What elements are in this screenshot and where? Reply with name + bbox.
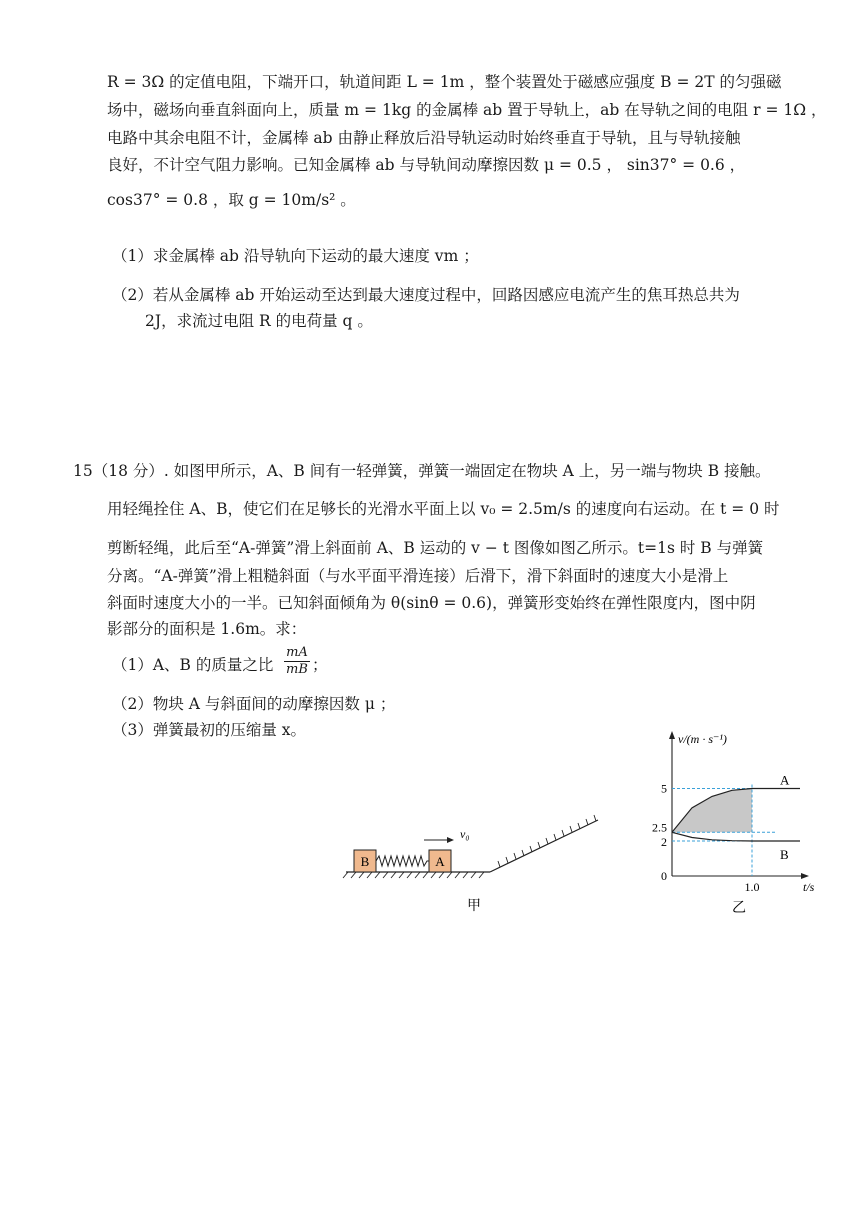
q14-line-4: 良好，不计空气阻力影响。已知金属棒 ab 与导轨间动摩擦因数 μ = 0.5 ， sin37° = 0.6 ， xyxy=(107,156,746,174)
velocity-label: v₀ xyxy=(460,827,470,841)
x-tick-label: 1.0 xyxy=(744,880,760,894)
incline-line xyxy=(490,820,598,872)
q15-line-3: 剪断轻绳，此后至“A-弹簧”滑上斜面前 A、B 运动的 v − t 图像如图乙所示。t=1s 时 B 与弹簧 xyxy=(107,539,764,557)
y-tick-label: 0 xyxy=(661,869,667,883)
q15-line-2: 用轻绳拴住 A、B，使它们在足够长的光滑水平面上以 v₀ = 2.5m/s 的速度向右运动。在 t = 0 时 xyxy=(107,500,780,518)
y-axis-arrowhead xyxy=(669,731,675,739)
q15-part-2: （2）物块 A 与斜面间的动摩擦因数 μ ； xyxy=(112,695,396,713)
q14-part-2a: （2）若从金属棒 ab 开始运动至达到最大速度过程中，回路因感应电流产生的焦耳热总共为 xyxy=(112,286,740,304)
q14-line-2: 场中，磁场向垂直斜面向上，质量 m = 1kg 的金属棒 ab 置于导轨上，ab 在导轨之间的电阻 r = 1Ω ， xyxy=(107,101,827,119)
q15-part-1: （1）A、B 的质量之比 xyxy=(112,656,274,674)
series-a-label: A xyxy=(780,772,790,788)
figure-yi-caption: 乙 xyxy=(732,901,746,916)
mass-ratio-fraction xyxy=(284,645,310,678)
series-b-label: B xyxy=(780,847,789,862)
fraction-denominator: mB xyxy=(286,662,308,677)
q14-line-5: cos37° = 0.8 ，取 g = 10m/s² 。 xyxy=(107,191,356,209)
q14-part-1: （1）求金属棒 ab 沿导轨向下运动的最大速度 vm ； xyxy=(112,247,479,265)
q14-line-3: 电路中其余电阻不计，金属棒 ab 由静止释放后沿导轨运动时始终垂直于导轨，且与导轨接触 xyxy=(107,129,741,147)
q15-line-4: 分离。“A-弹簧”滑上粗糙斜面（与水平面平滑连接）后滑下，滑下斜面时的速度大小是滑上 xyxy=(107,567,729,585)
q14-part-2b: 2J，求流过电阻 R 的电荷量 q 。 xyxy=(145,312,373,330)
q15-line-5: 斜面时速度大小的一半。已知斜面倾角为 θ(sinθ = 0.6)，弹簧形变始终在弹性限度内，图中阴 xyxy=(107,594,756,612)
y-tick-label: 2 xyxy=(661,835,667,849)
q15-line-1: 15（18 分）. 如图甲所示，A、B 间有一轻弹簧，弹簧一端固定在物块 A 上，另一端与物块 B 接触。 xyxy=(73,462,771,480)
figure-yi-vt-chart xyxy=(640,725,840,920)
q15-part-3: （3）弹簧最初的压缩量 x。 xyxy=(112,721,307,739)
figure-jia-caption: 甲 xyxy=(467,899,481,914)
y-tick-label: 5 xyxy=(661,781,667,796)
y-tick-label: 2.5 xyxy=(652,820,667,835)
velocity-arrowhead xyxy=(447,837,454,843)
y-axis-label: v/(m · s⁻¹) xyxy=(678,732,727,746)
q15-part-1-end: ； xyxy=(312,656,328,674)
q15-line-6: 影部分的面积是 1.6m。求： xyxy=(107,620,307,638)
figure-jia xyxy=(330,810,620,920)
fraction-numerator: mA xyxy=(286,645,308,660)
incline-hatch xyxy=(498,815,596,867)
block-a-label: A xyxy=(435,854,445,869)
ground-hatch xyxy=(343,872,484,878)
block-b-label: B xyxy=(360,854,370,869)
shaded-area xyxy=(672,789,752,833)
spring xyxy=(376,856,429,866)
series-b-line xyxy=(672,832,800,841)
q14-line-1: R = 3Ω 的定值电阻，下端开口，轨道间距 L = 1m ，整个装置处于磁感应强度 B = 2T 的匀强磁 xyxy=(107,73,782,91)
x-axis-arrowhead xyxy=(801,873,809,879)
x-axis-label: t/s xyxy=(803,880,815,894)
